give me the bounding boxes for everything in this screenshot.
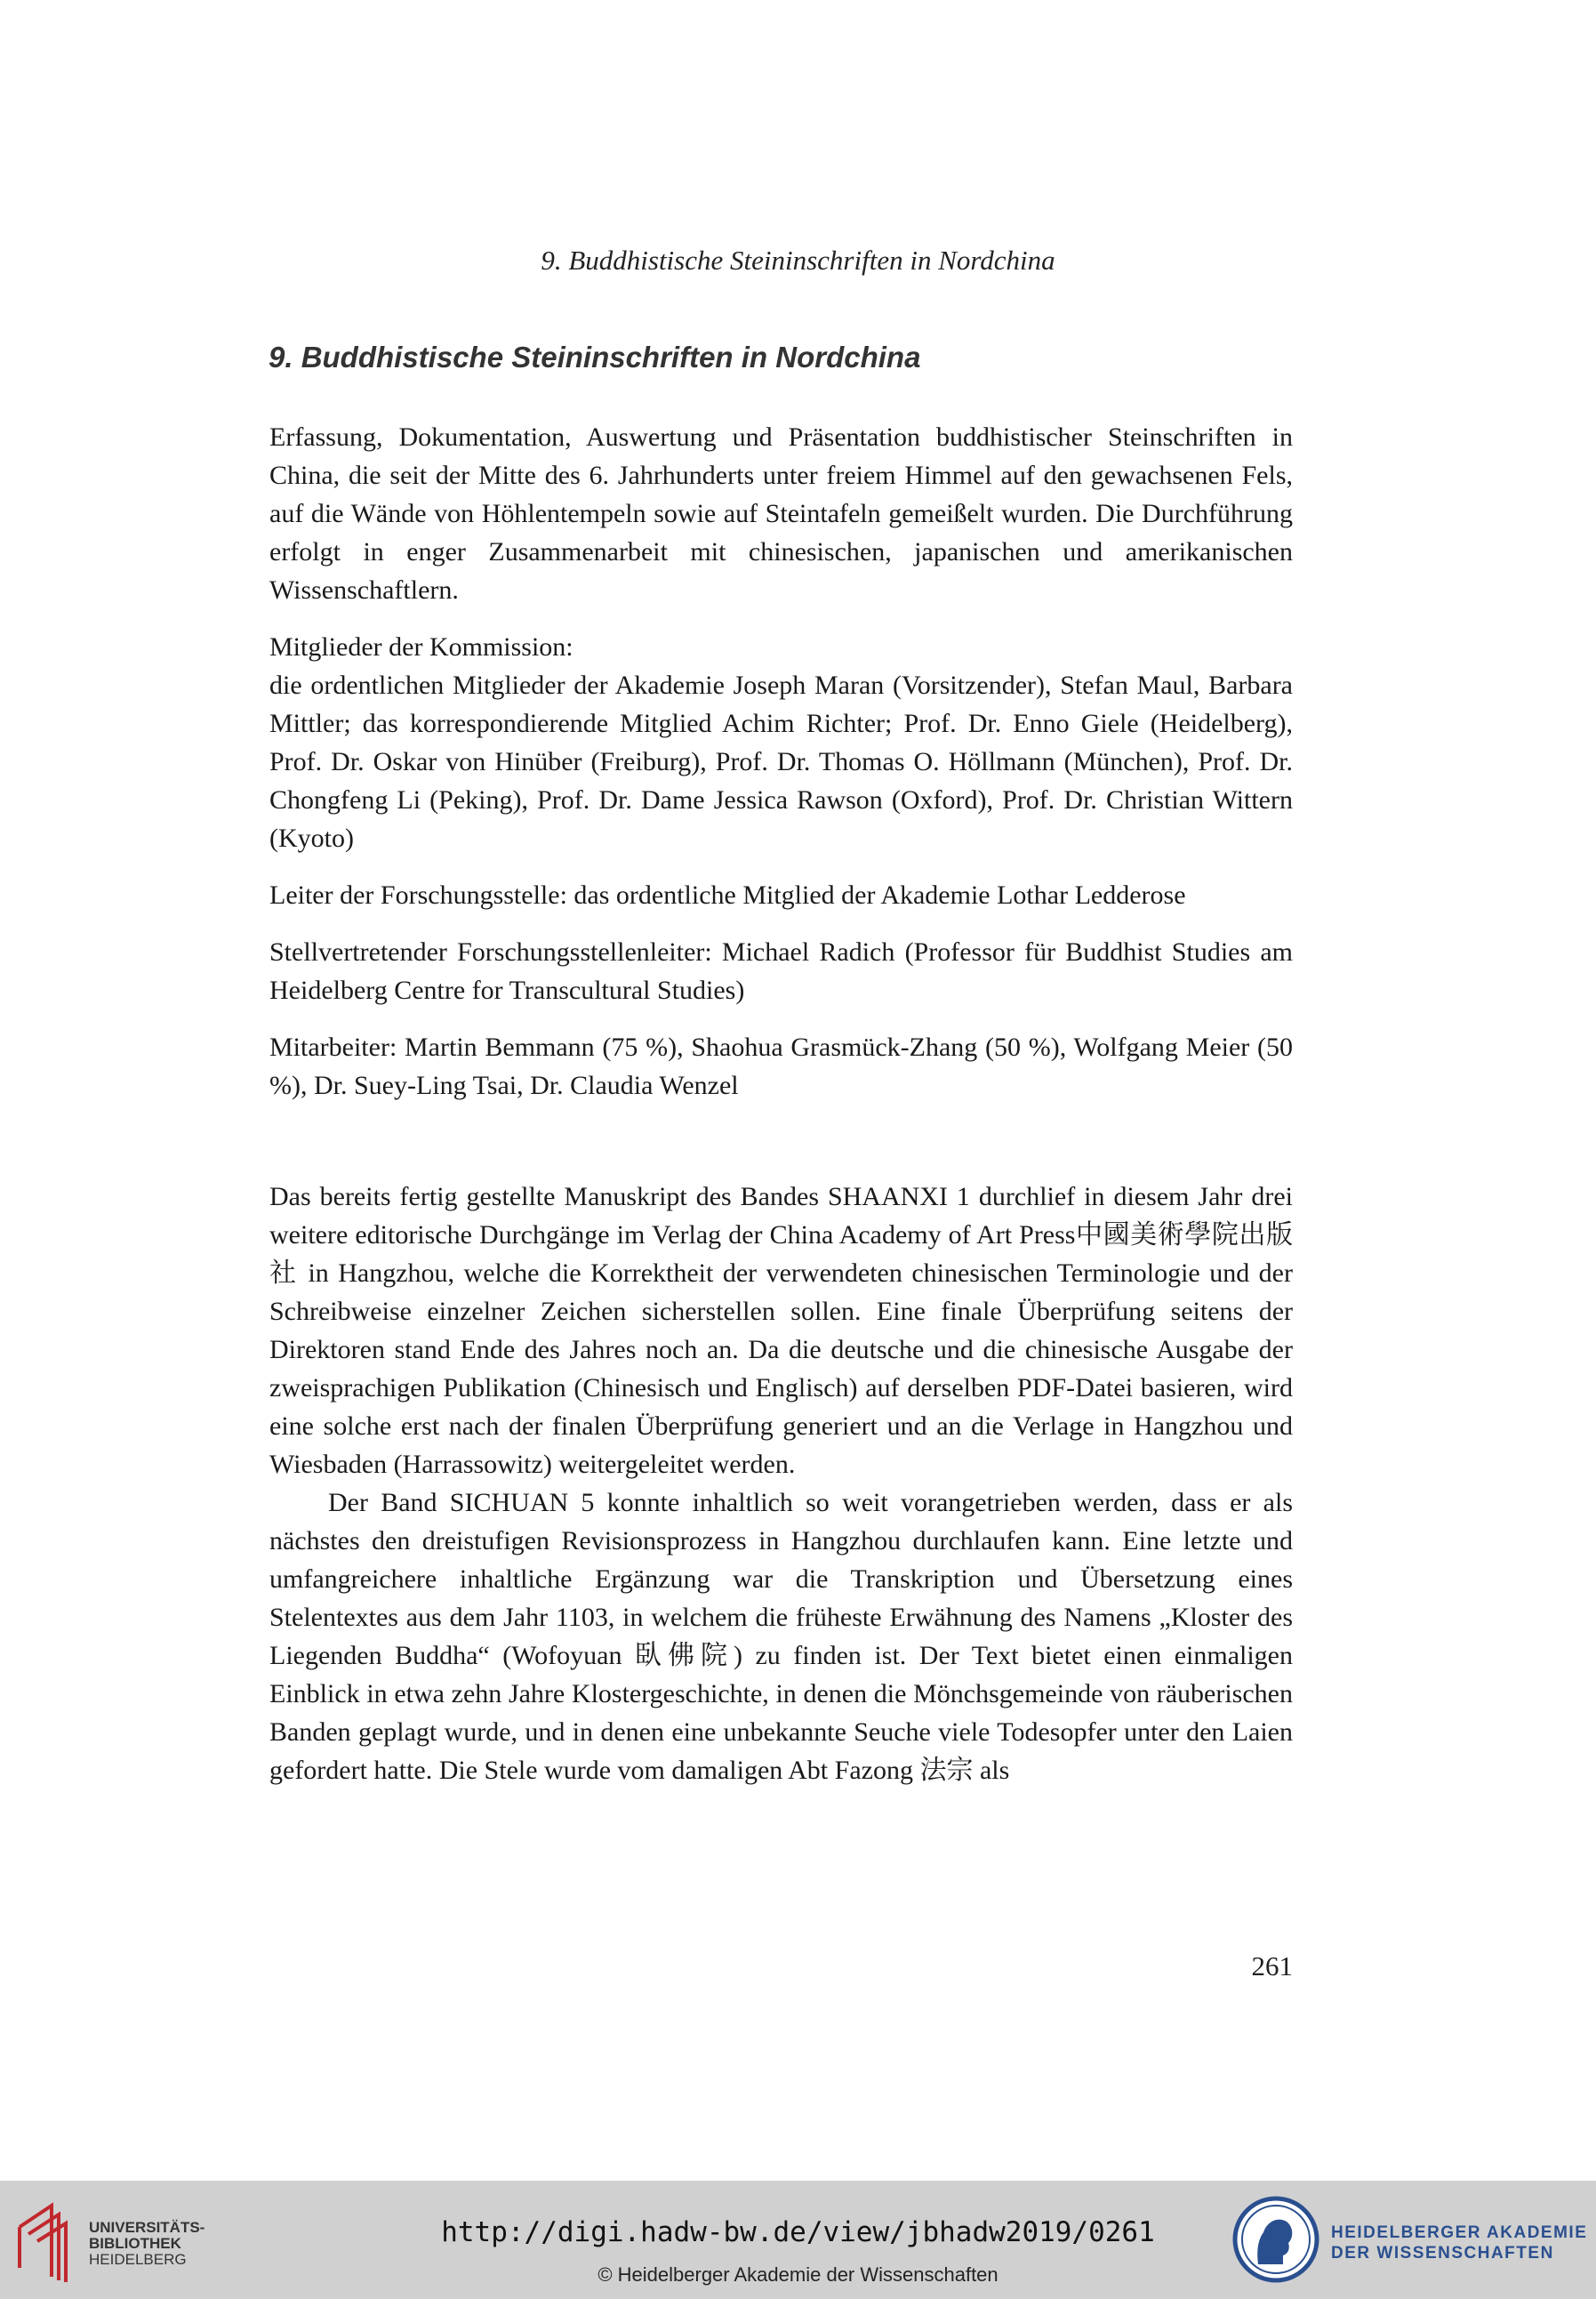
research-head: Leiter der Forschungsstelle: das ordentliche Mitglied der Akademie Lothar Ledderose xyxy=(269,880,1186,910)
paragraph-shaanxi: Das bereits fertig gestellte Manuskript des Bandes SHAANXI 1 durchlief in diesem Jahr drei weitere editorische Durchgänge im Verlag der China Academy of Art Press中國美術學院出版社 in Hangzhou, welche die Korrektheit der verwendeten chinesischen Terminologie und der Schreibweise einzelner Zeichen sicherstellen sollen. Eine finale Überprüfung seitens der Direktoren stand Ende des Jahres noch an. Da die deutsche und die chinesische Ausgabe der zweisprachigen Publikation (Chinesisch und Englisch) auf derselben PDF-Datei basieren, wird eine solche erst nach der finalen Überprüfung generiert und an die Verlage in Hangzhou und Wiesbaden (Harrassowitz) weitergeleitet werden. xyxy=(269,1182,1293,1479)
footer-bar xyxy=(0,2181,1596,2299)
hadw-portrait-seal-icon xyxy=(1231,2195,1320,2284)
footer-copyright: © Heidelberger Akademie der Wissenschaften xyxy=(597,2263,999,2286)
hadw-wordmark xyxy=(1331,2223,1587,2263)
ub-line-1: UNIVERSITÄTS- xyxy=(89,2219,205,2236)
footer-url-link[interactable]: http://digi.hadw-bw.de/view/jbhadw2019/0261 xyxy=(441,2216,1155,2248)
hadw-line-2: DER WISSENSCHAFTEN xyxy=(1331,2244,1554,2263)
ub-line-2: BIBLIOTHEK xyxy=(89,2235,181,2252)
staff-list: Mitarbeiter: Martin Bemmann (75 %), Shaohua Grasmück-Zhang (50 %), Wolfgang Meier (50 %), Dr. Suey-Ling Tsai, Dr. Claudia Wenzel xyxy=(269,1033,1293,1100)
main-text xyxy=(269,1178,1293,1789)
commission-members: die ordentlichen Mitglieder der Akademie Joseph Maran (Vorsitzender), Stefan Maul, Barbara Mittler; das korrespondierende Mitglied Achim Richter; Prof. Dr. Enno Giele (Heidelberg), Prof. Dr. Oskar von Hinüber (Freiburg), Prof. Dr. Thomas O. Höllmann (München), Prof. Dr. Chongfeng Li (Peking), Prof. Dr. Dame Jessica Rawson (Oxford), Prof. Dr. Christian Wittern (Kyoto) xyxy=(269,671,1293,853)
ub-line-3: HEIDELBERG xyxy=(89,2251,187,2268)
commission-label: Mitglieder der Kommission: xyxy=(269,632,573,662)
paragraph-sichuan: Der Band SICHUAN 5 konnte inhaltlich so weit vorangetrieben werden, dass er als nächstes den dreistufigen Revisionsprozess in Hangzhou durchlaufen kann. Eine letzte und umfangreichere inhaltliche Ergänzung war die Transkription und Übersetzung eines Stelentextes aus dem Jahr 1103, in welchem die früheste Erwähnung des Namens „Kloster des Liegenden Buddha“ (Wofoyuan 臥佛院) zu finden ist. Der Text bietet einen einmaligen Einblick in etwa zehn Jahre Klostergeschichte, in denen die Mönchsgemeinde von räuberischen Banden geplagt wurde, und in denen eine unbekannte Seuche viele Todesopfer unter den Laien gefordert hatte. Die Stele wurde vom damaligen Abt Fazong 法宗 als xyxy=(269,1488,1293,1785)
page-number: 261 xyxy=(1251,1950,1293,1981)
project-meta-block xyxy=(269,418,1293,1123)
project-description: Erfassung, Dokumentation, Auswertung und Präsentation buddhistischer Steinschriften in China, die seit der Mitte des 6. Jahrhunderts unter freiem Himmel auf den gewachsenen Fels, auf die Wände von Höhlentempeln sowie auf Steintafeln gemeißelt wurden. Die Durchführung erfolgt in enger Zusammenarbeit mit chinesischen, japanischen und amerikanischen Wissenschaftlern. xyxy=(269,422,1293,605)
running-head: 9. Buddhistische Steininschriften in Nordchina xyxy=(541,245,1055,276)
hadw-line-1: HEIDELBERGER AKADEMIE xyxy=(1331,2223,1588,2242)
deputy-head: Stellvertretender Forschungsstellenleiter: Michael Radich (Professor für Buddhist Studies am Heidelberg Centre for Transcultural Studies) xyxy=(269,937,1293,1005)
chapter-heading: 9. Buddhistische Steininschriften in Nordchina xyxy=(269,341,921,374)
